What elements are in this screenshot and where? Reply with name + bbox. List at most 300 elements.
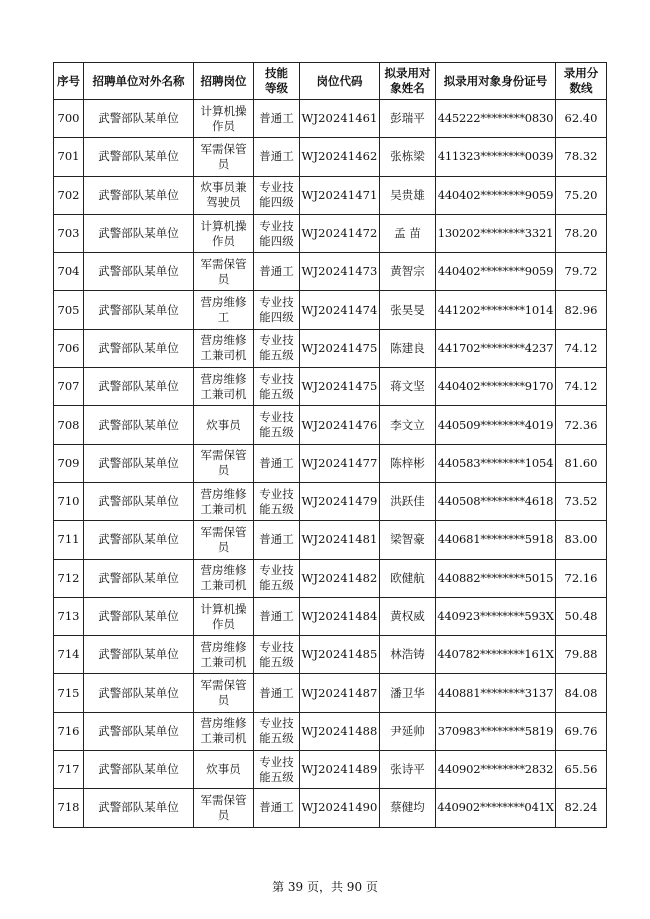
cell-candidate-name-text: 张昊旻	[390, 302, 425, 317]
cell-score-line-text: 65.56	[564, 762, 598, 777]
cell-skill-level-text: 普通工	[259, 264, 294, 279]
cell-post	[194, 291, 254, 329]
cell-serial	[54, 482, 84, 520]
table-row	[54, 712, 607, 750]
cell-candidate-name	[380, 482, 436, 520]
cell-post-code	[300, 751, 380, 789]
cell-skill-level-text: 专业技能五级	[259, 563, 294, 593]
cell-score-line-text: 78.32	[564, 149, 598, 164]
cell-serial-text: 710	[57, 494, 80, 509]
cell-unit	[84, 751, 194, 789]
cell-id-number-text: 440402********9170	[437, 379, 554, 394]
table-row	[54, 444, 607, 482]
cell-score-line-text: 73.52	[564, 494, 598, 509]
cell-id-number-text: 440902********2832	[437, 762, 554, 777]
cell-post-code	[300, 444, 380, 482]
cell-id-number	[436, 521, 556, 559]
cell-id-number	[436, 712, 556, 750]
cell-skill-level-text: 专业技能五级	[259, 333, 294, 363]
cell-unit	[84, 100, 194, 138]
cell-score-line	[556, 636, 607, 674]
cell-score-line-text: 74.12	[564, 379, 598, 394]
cell-id-number	[436, 751, 556, 789]
cell-unit-text: 武警部队某单位	[98, 800, 179, 815]
cell-candidate-name	[380, 636, 436, 674]
cell-score-line-text: 79.72	[564, 264, 598, 279]
cell-unit	[84, 789, 194, 827]
cell-id-number-text: 441702********4237	[437, 340, 554, 355]
header-skill-level: 技能等级	[254, 63, 300, 100]
cell-skill-level-text: 专业技能四级	[259, 295, 294, 325]
cell-candidate-name	[380, 329, 436, 367]
cell-post	[194, 444, 254, 482]
cell-skill-level	[254, 674, 300, 712]
cell-serial-text: 706	[57, 340, 80, 355]
cell-post-code	[300, 253, 380, 291]
cell-skill-level	[254, 406, 300, 444]
table-row	[54, 214, 607, 252]
cell-serial	[54, 291, 84, 329]
cell-post-code-text: WJ20241488	[301, 723, 378, 738]
cell-post-code	[300, 214, 380, 252]
cell-skill-level	[254, 751, 300, 789]
cell-candidate-name	[380, 368, 436, 406]
cell-post-code	[300, 138, 380, 176]
cell-serial	[54, 138, 84, 176]
cell-candidate-name-text: 尹延帅	[390, 723, 425, 738]
cell-candidate-name	[380, 253, 436, 291]
cell-id-number-text: 370983********5819	[437, 723, 554, 738]
cell-score-line	[556, 559, 607, 597]
cell-score-line	[556, 482, 607, 520]
header-post: 招聘岗位	[194, 63, 254, 100]
table-body	[54, 100, 607, 828]
cell-serial	[54, 636, 84, 674]
cell-serial	[54, 789, 84, 827]
cell-skill-level-text: 普通工	[259, 532, 294, 547]
cell-id-number-text: 440509********4019	[437, 417, 554, 432]
cell-post	[194, 253, 254, 291]
cell-candidate-name	[380, 444, 436, 482]
table-row	[54, 482, 607, 520]
cell-serial-text: 707	[57, 379, 80, 394]
cell-unit-text: 武警部队某单位	[98, 494, 179, 509]
cell-candidate-name	[380, 138, 436, 176]
cell-candidate-name	[380, 559, 436, 597]
cell-unit	[84, 138, 194, 176]
cell-unit	[84, 482, 194, 520]
cell-score-line	[556, 100, 607, 138]
cell-post	[194, 329, 254, 367]
cell-post-code-text: WJ20241477	[301, 455, 378, 470]
cell-score-line	[556, 368, 607, 406]
cell-id-number-text: 130202********3321	[437, 226, 554, 241]
cell-serial-text: 709	[57, 455, 80, 470]
cell-id-number	[436, 674, 556, 712]
table-row	[54, 789, 607, 827]
cell-skill-level	[254, 482, 300, 520]
cell-serial	[54, 329, 84, 367]
cell-skill-level-text: 专业技能五级	[259, 716, 294, 746]
cell-post-code-text: WJ20241475	[301, 379, 378, 394]
cell-post-text: 营房维修工	[200, 295, 247, 325]
cell-score-line	[556, 329, 607, 367]
cell-id-number-text: 440782********161X	[437, 647, 554, 662]
cell-candidate-name-text: 陈梓彬	[390, 455, 425, 470]
cell-post	[194, 559, 254, 597]
cell-unit	[84, 253, 194, 291]
cell-serial-text: 700	[57, 111, 80, 126]
cell-serial-text: 703	[57, 226, 80, 241]
cell-post-code	[300, 176, 380, 214]
cell-post	[194, 482, 254, 520]
cell-skill-level	[254, 253, 300, 291]
cell-post-text: 计算机操作员	[200, 103, 247, 133]
cell-unit-text: 武警部队某单位	[98, 417, 179, 432]
cell-skill-level	[254, 636, 300, 674]
cell-candidate-name-text: 李文立	[390, 417, 425, 432]
cell-post-code-text: WJ20241472	[301, 226, 378, 241]
cell-post-code	[300, 100, 380, 138]
cell-score-line-text: 75.20	[564, 187, 598, 202]
cell-post-text: 炊事员	[206, 762, 241, 777]
cell-post-code-text: WJ20241471	[301, 187, 378, 202]
cell-skill-level-text: 普通工	[259, 149, 294, 164]
cell-unit-text: 武警部队某单位	[98, 187, 179, 202]
cell-serial-text: 713	[57, 609, 80, 623]
cell-candidate-name-text: 蒋文坚	[390, 379, 425, 394]
cell-skill-level-text: 专业技能四级	[259, 218, 294, 248]
cell-unit-text: 武警部队某单位	[98, 762, 179, 777]
cell-skill-level	[254, 291, 300, 329]
cell-post-code-text: WJ20241461	[301, 111, 378, 126]
cell-score-line-text: 78.20	[564, 226, 598, 241]
cell-post-text: 炊事员	[206, 417, 241, 432]
cell-skill-level-text: 专业技能五级	[259, 371, 294, 401]
cell-skill-level-text: 普通工	[259, 455, 294, 470]
cell-id-number-text: 440508********4618	[437, 494, 554, 509]
cell-post-text: 军需保管员	[200, 792, 247, 822]
cell-id-number	[436, 368, 556, 406]
cell-candidate-name-text: 黄权威	[390, 609, 425, 623]
cell-post-code-text: WJ20241490	[301, 800, 378, 815]
cell-unit-text: 武警部队某单位	[98, 532, 179, 547]
cell-skill-level-text: 普通工	[259, 685, 294, 700]
cell-unit-text: 武警部队某单位	[98, 149, 179, 164]
cell-post-code-text: WJ20241481	[301, 532, 378, 547]
cell-unit-text: 武警部队某单位	[98, 647, 179, 662]
cell-id-number	[436, 789, 556, 827]
page-footer: 第 39 页，共 90 页	[272, 880, 378, 894]
cell-serial-text: 711	[57, 532, 80, 547]
cell-score-line	[556, 444, 607, 482]
cell-candidate-name-text: 蔡健均	[390, 800, 425, 815]
cell-post-text: 军需保管员	[200, 448, 247, 478]
cell-score-line	[556, 291, 607, 329]
cell-serial-text: 712	[57, 570, 80, 585]
cell-candidate-name-text: 张诗平	[390, 762, 425, 777]
cell-unit	[84, 406, 194, 444]
cell-unit	[84, 521, 194, 559]
table-row	[54, 291, 607, 329]
cell-id-number	[436, 329, 556, 367]
cell-post-text: 营房维修工兼司机	[200, 563, 247, 593]
cell-id-number-text: 441202********1014	[437, 302, 554, 317]
cell-serial	[54, 214, 84, 252]
cell-unit-text: 武警部队某单位	[98, 264, 179, 279]
cell-post-text: 军需保管员	[200, 141, 247, 171]
cell-id-number	[436, 597, 556, 635]
cell-score-line	[556, 176, 607, 214]
table-row	[54, 636, 607, 674]
cell-post-text: 计算机操作员	[200, 601, 247, 631]
cell-skill-level	[254, 712, 300, 750]
cell-unit-text: 武警部队某单位	[98, 111, 179, 126]
cell-serial	[54, 176, 84, 214]
cell-post-text: 炊事员兼驾驶员	[200, 180, 247, 210]
cell-candidate-name-text: 林浩铸	[390, 647, 425, 662]
cell-candidate-name-text: 黄智宗	[390, 264, 425, 279]
cell-post-text: 营房维修工兼司机	[200, 639, 247, 669]
cell-candidate-name	[380, 597, 436, 635]
cell-id-number-text: 440402********9059	[437, 187, 554, 202]
cell-candidate-name	[380, 712, 436, 750]
cell-id-number-text: 445222********0830	[437, 111, 554, 126]
cell-post-code	[300, 597, 380, 635]
cell-serial	[54, 559, 84, 597]
cell-id-number	[436, 214, 556, 252]
cell-serial-text: 718	[57, 800, 80, 815]
cell-unit-text: 武警部队某单位	[98, 455, 179, 470]
cell-score-line-text: 50.48	[564, 609, 598, 623]
cell-unit-text: 武警部队某单位	[98, 340, 179, 355]
cell-id-number	[436, 100, 556, 138]
cell-skill-level	[254, 176, 300, 214]
cell-candidate-name	[380, 176, 436, 214]
cell-post-text: 营房维修工兼司机	[200, 333, 247, 363]
header-candidate-name: 拟录用对象姓名	[380, 63, 436, 100]
cell-serial-text: 701	[57, 149, 80, 164]
cell-score-line	[556, 406, 607, 444]
cell-skill-level-text: 专业技能五级	[259, 754, 294, 784]
cell-serial-text: 704	[57, 264, 80, 279]
cell-serial-text: 705	[57, 302, 80, 317]
cell-skill-level	[254, 789, 300, 827]
cell-post-text: 军需保管员	[200, 524, 247, 554]
cell-post-code-text: WJ20241489	[301, 762, 378, 777]
cell-post-text: 营房维修工兼司机	[200, 371, 247, 401]
header-score-line: 录用分数线	[556, 63, 607, 100]
cell-score-line-text: 81.60	[564, 455, 598, 470]
cell-post-code	[300, 674, 380, 712]
cell-post	[194, 674, 254, 712]
cell-serial-text: 708	[57, 417, 80, 432]
cell-candidate-name	[380, 521, 436, 559]
cell-post-code-text: WJ20241474	[301, 302, 378, 317]
cell-candidate-name-text: 陈建良	[390, 340, 425, 355]
cell-unit	[84, 674, 194, 712]
header-post-code: 岗位代码	[300, 63, 380, 100]
cell-id-number	[436, 291, 556, 329]
table-row	[54, 751, 607, 789]
cell-score-line-text: 74.12	[564, 340, 598, 355]
cell-serial	[54, 368, 84, 406]
cell-score-line	[556, 712, 607, 750]
cell-post-code-text: WJ20241482	[301, 570, 378, 585]
table-row	[54, 521, 607, 559]
cell-unit	[84, 597, 194, 635]
cell-serial	[54, 406, 84, 444]
cell-post	[194, 138, 254, 176]
cell-candidate-name	[380, 789, 436, 827]
cell-post-code	[300, 712, 380, 750]
cell-candidate-name-text: 梁智豪	[390, 532, 425, 547]
table-row	[54, 406, 607, 444]
table-row	[54, 674, 607, 712]
cell-serial	[54, 521, 84, 559]
cell-skill-level-text: 专业技能四级	[259, 180, 294, 210]
cell-post-code-text: WJ20241473	[301, 264, 378, 279]
cell-post	[194, 712, 254, 750]
cell-unit	[84, 368, 194, 406]
cell-candidate-name	[380, 674, 436, 712]
cell-unit	[84, 636, 194, 674]
cell-score-line	[556, 138, 607, 176]
cell-unit-text: 武警部队某单位	[98, 302, 179, 317]
table-row	[54, 597, 607, 635]
cell-candidate-name	[380, 406, 436, 444]
cell-candidate-name	[380, 214, 436, 252]
cell-id-number-text: 440881********3137	[437, 685, 554, 700]
cell-unit	[84, 559, 194, 597]
cell-skill-level	[254, 214, 300, 252]
cell-post-code	[300, 482, 380, 520]
cell-unit	[84, 214, 194, 252]
table-row	[54, 138, 607, 176]
cell-id-number-text: 440402********9059	[437, 264, 554, 279]
cell-post	[194, 214, 254, 252]
header-unit: 招聘单位对外名称	[84, 63, 194, 100]
cell-id-number	[436, 444, 556, 482]
cell-score-line-text: 83.00	[564, 532, 598, 547]
cell-unit	[84, 329, 194, 367]
table-header-row	[54, 63, 607, 100]
cell-skill-level	[254, 559, 300, 597]
cell-score-line	[556, 674, 607, 712]
cell-candidate-name-text: 吴贵雄	[390, 187, 425, 202]
recruitment-table	[53, 62, 607, 828]
cell-unit-text: 武警部队某单位	[98, 379, 179, 394]
cell-serial-text: 714	[57, 647, 80, 662]
cell-post-code-text: WJ20241462	[301, 149, 378, 164]
cell-serial-text: 715	[57, 685, 80, 700]
cell-candidate-name-text: 彭瑞平	[390, 111, 425, 126]
cell-skill-level-text: 专业技能五级	[259, 410, 294, 440]
cell-post-code-text: WJ20241475	[301, 340, 378, 355]
cell-post-code-text: WJ20241485	[301, 647, 378, 662]
cell-id-number	[436, 253, 556, 291]
cell-unit	[84, 712, 194, 750]
cell-id-number	[436, 176, 556, 214]
cell-score-line-text: 79.88	[564, 647, 598, 662]
cell-skill-level	[254, 521, 300, 559]
cell-post	[194, 597, 254, 635]
cell-id-number-text: 440583********1054	[437, 455, 554, 470]
cell-candidate-name-text: 潘卫华	[390, 685, 425, 700]
header-id-number: 拟录用对象身份证号	[436, 63, 556, 100]
cell-post-code	[300, 521, 380, 559]
cell-post-text: 营房维修工兼司机	[200, 486, 247, 516]
cell-post-code-text: WJ20241479	[301, 494, 378, 509]
cell-post	[194, 100, 254, 138]
cell-post-code-text: WJ20241487	[301, 685, 378, 700]
cell-post	[194, 636, 254, 674]
cell-score-line	[556, 214, 607, 252]
cell-score-line-text: 62.40	[564, 111, 598, 126]
cell-skill-level	[254, 329, 300, 367]
cell-post-code	[300, 291, 380, 329]
cell-serial	[54, 674, 84, 712]
cell-skill-level	[254, 368, 300, 406]
table-row	[54, 368, 607, 406]
cell-serial	[54, 444, 84, 482]
cell-post-text: 军需保管员	[200, 256, 247, 286]
cell-post-code-text: WJ20241484	[301, 609, 378, 623]
cell-skill-level	[254, 597, 300, 635]
cell-candidate-name	[380, 751, 436, 789]
cell-skill-level-text: 普通工	[259, 609, 294, 623]
cell-id-number	[436, 482, 556, 520]
cell-serial-text: 717	[57, 762, 80, 777]
cell-id-number-text: 440902********041X	[437, 800, 554, 815]
cell-score-line-text: 72.16	[564, 570, 598, 585]
cell-serial	[54, 751, 84, 789]
cell-unit-text: 武警部队某单位	[98, 723, 179, 738]
table-row	[54, 253, 607, 291]
cell-score-line	[556, 751, 607, 789]
cell-skill-level-text: 专业技能五级	[259, 486, 294, 516]
cell-candidate-name-text: 欧健航	[390, 570, 425, 585]
cell-unit	[84, 291, 194, 329]
cell-score-line-text: 82.96	[564, 302, 598, 317]
cell-id-number	[436, 138, 556, 176]
cell-score-line-text: 82.24	[564, 800, 598, 815]
cell-candidate-name	[380, 291, 436, 329]
cell-score-line-text: 72.36	[564, 417, 598, 432]
cell-post-code	[300, 368, 380, 406]
table-row	[54, 100, 607, 138]
cell-post-code	[300, 329, 380, 367]
cell-post-code-text: WJ20241476	[301, 417, 378, 432]
cell-post-text: 军需保管员	[200, 678, 247, 708]
cell-candidate-name	[380, 100, 436, 138]
cell-candidate-name-text: 张栋梁	[390, 149, 425, 164]
cell-post	[194, 368, 254, 406]
cell-score-line	[556, 521, 607, 559]
cell-skill-level-text: 普通工	[259, 800, 294, 815]
cell-serial	[54, 100, 84, 138]
cell-unit-text: 武警部队某单位	[98, 685, 179, 700]
cell-skill-level	[254, 444, 300, 482]
cell-unit-text: 武警部队某单位	[98, 609, 179, 623]
cell-skill-level	[254, 100, 300, 138]
cell-id-number-text: 440882********5015	[437, 570, 554, 585]
cell-post-code	[300, 636, 380, 674]
cell-serial	[54, 712, 84, 750]
cell-post-text: 营房维修工兼司机	[200, 716, 247, 746]
cell-id-number	[436, 559, 556, 597]
cell-score-line-text: 69.76	[564, 723, 598, 738]
